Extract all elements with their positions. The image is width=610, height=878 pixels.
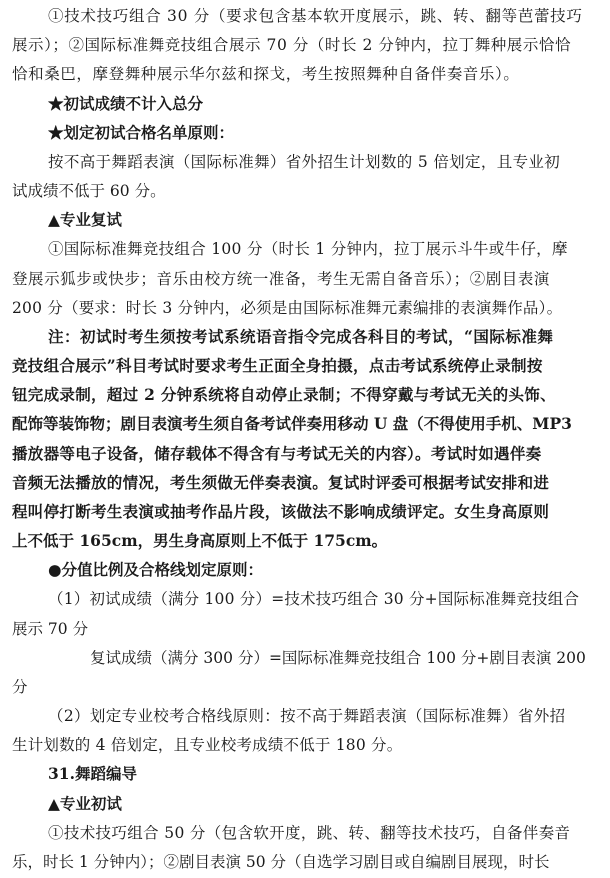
paragraph-line: 分	[12, 678, 28, 696]
paragraph-line: （1）初试成绩（满分 100 分）=技术技巧组合 30 分+国际标准舞竞技组合	[48, 590, 580, 608]
section-heading: 31.舞蹈编导	[48, 764, 137, 783]
paragraph-line: 乐，时长 1 分钟内）；②剧目表演 50 分（自选学习剧目或自编剧目展现，时长	[12, 853, 550, 871]
section-marker: ★初试成绩不计入总分	[48, 94, 204, 113]
note-line: 播放器等电子设备，储存载体不得含有与考试无关的内容）。考试时如遇伴奏	[12, 444, 542, 463]
note-line: 程叫停打断考生表演或抽考作品片段，该做法不影响成绩评定。女生身高原则	[12, 502, 550, 521]
paragraph-line: 200 分（要求：时长 3 分钟内，必须是由国际标准舞元素编排的表演舞作品）。	[12, 299, 563, 317]
note-line: 注：初试时考生须按考试系统语音指令完成各科目的考试，“国际标准舞	[48, 327, 554, 346]
paragraph-line: 恰和桑巴，摩登舞种展示华尔兹和探戈，考生按照舞种自备伴奏音乐）。	[12, 65, 520, 83]
section-heading: ▲专业初试	[48, 794, 122, 813]
note-line: 竞技组合展示”科目考试时要求考生正面全身拍摄，点击考试系统停止录制按	[12, 356, 543, 375]
note-line: 钮完成录制，超过 2 分钟系统将自动停止录制；不得穿戴与考试无关的头饰、	[12, 385, 556, 404]
paragraph-line: 试成绩不低于 60 分。	[12, 182, 166, 200]
note-line: 上不低于 165cm，男生身高原则上不低于 175cm。	[12, 531, 388, 550]
paragraph-line: ①国际标准舞竞技组合 100 分（时长 1 分钟内，拉丁展示斗牛或牛仔，摩	[48, 240, 568, 258]
paragraph-line: （2）划定专业校考合格线原则：按不高于舞蹈表演（国际标准舞）省外招	[48, 707, 566, 725]
paragraph-line: 按不高于舞蹈表演（国际标准舞）省外招生计划数的 5 倍划定，且专业初	[48, 153, 561, 171]
paragraph-line: 展示）；②国际标准舞竞技组合展示 70 分（时长 2 分钟内，拉丁舞种展示恰恰	[12, 36, 571, 54]
section-marker: ★划定初试合格名单原则：	[48, 123, 235, 142]
paragraph-line: 展示 70 分	[12, 620, 89, 638]
paragraph-line: 复试成绩（满分 300 分）=国际标准舞竞技组合 100 分+剧目表演 200	[90, 649, 586, 667]
section-heading: ●分值比例及合格线划定原则：	[48, 560, 264, 579]
paragraph-line: ①技术技巧组合 50 分（包含软开度，跳、转、翻等技术技巧，自备伴奏音	[48, 824, 571, 842]
note-line: 音频无法播放的情况，考生须做无伴奏表演。复试时评委可根据考试安排和进	[12, 473, 550, 492]
paragraph-line: 登展示狐步或快步；音乐由校方统一准备，考生无需自备音乐）；②剧目表演	[12, 270, 550, 288]
section-heading: ▲专业复试	[48, 210, 122, 229]
paragraph-line: 生计划数的 4 倍划定，且专业校考成绩不低于 180 分。	[12, 736, 403, 754]
paragraph-line: ①技术技巧组合 30 分（要求包含基本软开度展示，跳、转、翻等芭蕾技巧	[48, 7, 583, 25]
note-line: 配饰等装饰物；剧目表演考生须自备考试伴奏用移动 U 盘（不得使用手机、MP3	[12, 414, 572, 433]
